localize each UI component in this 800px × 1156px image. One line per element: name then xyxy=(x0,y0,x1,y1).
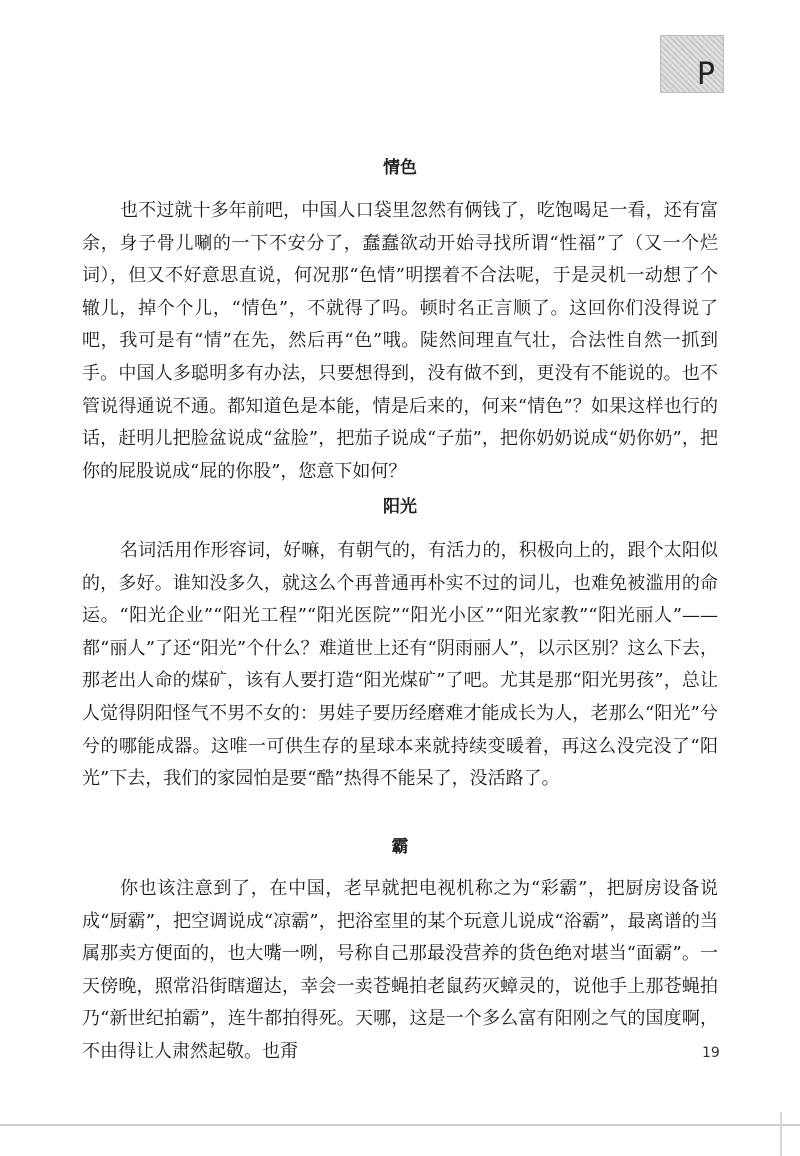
paragraph-qingse: 也不过就十多年前吧，中国人口袋里忽然有俩钱了，吃饱喝足一看，还有富余，身子骨儿唰的一下不安分了，蠢蠢欲动开始寻找所谓“性福”了（又一个烂词），但又不好意思直说，何况那“色情”明摆着不合法呢，于是灵机一动想了个辙儿，掉个个儿，“情色”，不就得了吗。顿时名正言顺了。这回你们没得说了吧，我可是有“情”在先，然后再“色”哦。陡然间理直气壮，合法性自然一抓到手。中国人多聪明多有办法，只要想得到，没有做不到，更没有不能说的。也不管说得通说不通。都知道色是本能，情是后来的，何来“情色”？如果这样也行的话，赶明儿把脸盆说成“盆脸”，把茄子说成“子茄”，把你奶奶说成“奶你奶”，把你的屁股说成“屁的你股”，您意下如何？ xyxy=(82,200,718,482)
heading-ba: 霸 xyxy=(391,837,409,857)
heading-yangguang: 阳光 xyxy=(383,497,417,517)
paragraph-ba: 你也该注意到了，在中国，老早就把电视机称之为“彩霸”，把厨房设备说成“厨霸”，把空调说成“凉霸”，把浴室里的某个玩意儿说成“浴霸”，最离谱的当属那卖方便面的，也大嘴一咧，号称自己那最没营养的货色绝对堪当“面霸”。一天傍晚，照常沿街瞎遛达，幸会一卖苍蝇拍老鼠药灭蟑灵的，说他手上那苍蝇拍乃“新世纪拍霸”，连牛都拍得死。天哪，这是一个多么富有阳刚之气的国度啊，不由得让人肃然起敬。也甭 xyxy=(82,878,718,1062)
page-edge-mark xyxy=(780,1112,782,1156)
heading-qingse: 情色 xyxy=(383,158,417,178)
section-tab xyxy=(660,35,724,93)
page-edge-rule xyxy=(0,1124,800,1126)
page-number: 19 xyxy=(702,1045,720,1061)
section-letter: P xyxy=(696,57,715,92)
paragraph-yangguang: 名词活用作形容词，好嘛，有朝气的，有活力的，积极向上的，跟个太阳似的，多好。谁知没多久，就这么个再普通再朴实不过的词儿，也难免被滥用的命运。“阳光企业”“阳光工程”“阳光医院”“阳光小区”“阳光家教”“阳光丽人”——都“丽人”了还“阳光”个什么？难道世上还有“阴雨丽人”，以示区别？这么下去，那老出人命的煤矿，该有人要打造“阳光煤矿”了吧。尤其是那“阳光男孩”，总让人觉得阴阳怪气不男不女的：男娃子要历经磨难才能成长为人，老那么“阳光”兮兮的哪能成器。这唯一可供生存的星球本来就持续变暖着，再这么没完没了“阳光”下去，我们的家园怕是要“酷”热得不能呆了，没活路了。 xyxy=(82,540,718,790)
